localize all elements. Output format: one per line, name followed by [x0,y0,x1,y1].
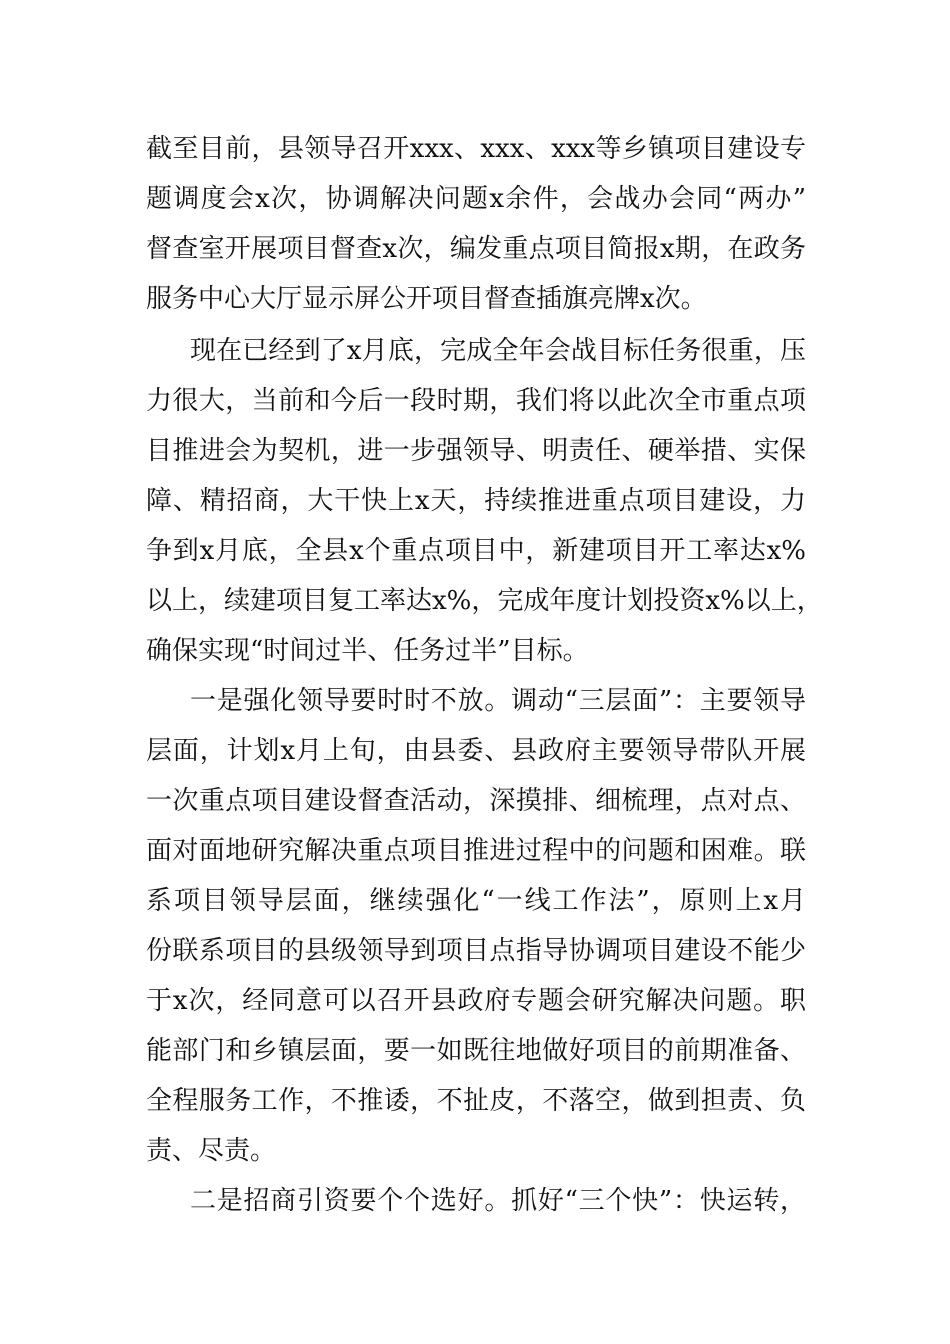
paragraph-1-line-1: 截至目前，县领导召开xxx、xxx、xxx等乡镇项目建设专 [146,134,806,164]
paragraph-2-line-2: 力很大，当前和今后一段时期，我们将以此次全市重点项 [146,386,806,416]
paragraph-4-line-1: 二是招商引资要个个选好。抓好“三个快”：快运转， [190,1186,806,1216]
paragraph-1-line-4: 服务中心大厅显示屏公开项目督查插旗亮牌x次。 [146,284,707,314]
paragraph-2-line-3: 目推进会为契机，进一步强领导、明责任、硬举措、实保 [146,436,806,466]
paragraph-3-line-3: 一次重点项目建设督查活动，深摸排、细梳理，点对点、 [146,786,806,816]
paragraph-3-line-4: 面对面地研究解决重点项目推进过程中的问题和困难。联 [146,836,806,866]
paragraph-3-line-7: 于x次，经同意可以召开县政府专题会研究解决问题。职 [146,986,806,1016]
paragraph-1-line-3: 督查室开展项目督查x次，编发重点项目简报x期，在政务 [146,234,806,264]
paragraph-2-line-5: 争到x月底，全县x个重点项目中，新建项目开工率达x% [146,536,806,566]
paragraph-2-line-7: 确保实现“时间过半、任务过半”目标。 [146,636,589,666]
paragraph-3-line-1: 一是强化领导要时时不放。调动“三层面”：主要领导 [190,686,806,716]
paragraph-3-line-5: 系项目领导层面，继续强化“一线工作法”，原则上x月 [146,886,806,916]
paragraph-1-line-2: 题调度会x次，协调解决问题x余件，会战办会同“两办” [146,184,806,214]
paragraph-2-line-1: 现在已经到了x月底，完成全年会战目标任务很重，压 [190,336,806,366]
paragraph-2-line-6: 以上，续建项目复工率达x%，完成年度计划投资x%以上， [146,586,823,616]
paragraph-3-line-8: 能部门和乡镇层面，要一如既往地做好项目的前期准备、 [146,1036,806,1066]
paragraph-2-line-4: 障、精招商，大干快上x天，持续推进重点项目建设，力 [146,486,806,516]
paragraph-3-line-2: 层面，计划x月上旬，由县委、县政府主要领导带队开展 [146,736,806,766]
paragraph-3-line-6: 份联系项目的县级领导到项目点指导协调项目建设不能少 [146,936,806,966]
paragraph-3-line-10: 责、尽责。 [146,1136,277,1166]
paragraph-3-line-9: 全程服务工作，不推诿，不扯皮，不落空，做到担责、负 [146,1086,806,1116]
